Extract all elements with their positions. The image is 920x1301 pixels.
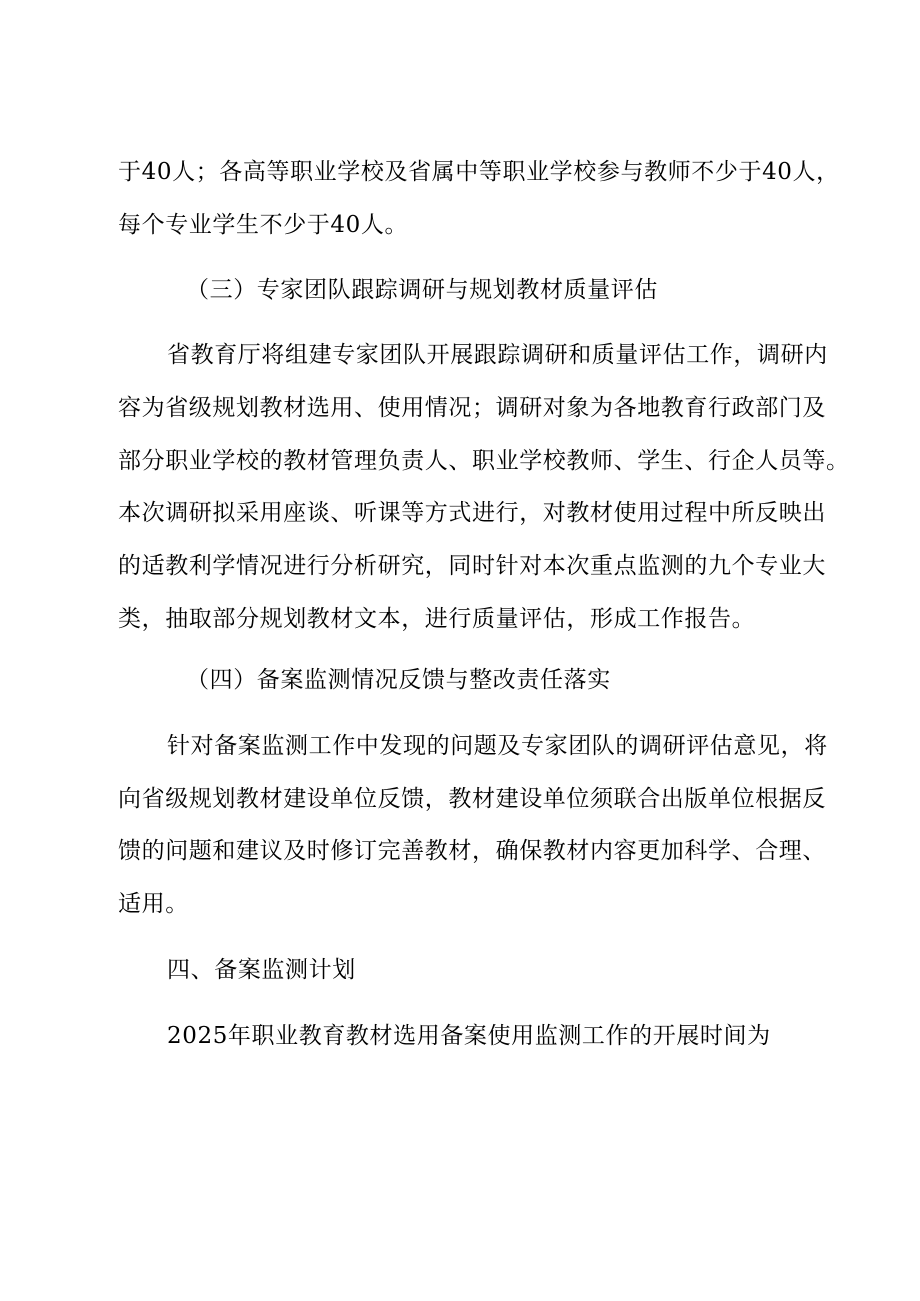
paragraph-line: 容为省级规划教材选用、使用情况；调研对象为各地教育行政部门及 — [118, 395, 826, 421]
section-heading-4: （四）备案监测情况反馈与整改责任落实 — [186, 667, 611, 693]
paragraph-line: 的适教利学情况进行分析研究，同时针对本次重点监测的九个专业大 — [118, 553, 826, 579]
paragraph-line: 本次调研拟采用座谈、听课等方式进行，对教材使用过程中所反映出 — [118, 500, 826, 526]
paragraph-line: 馈的问题和建议及时修订完善教材，确保教材内容更加科学、合理、 — [118, 838, 826, 864]
section-heading-plan: 四、备案监测计划 — [167, 957, 356, 983]
paragraph-line: 类，抽取部分规划教材文本，进行质量评估，形成工作报告。 — [118, 606, 756, 632]
paragraph-line: 向省级规划教材建设单位反馈，教材建设单位须联合出版单位根据反 — [118, 786, 826, 812]
paragraph-line: 部分职业学校的教材管理负责人、职业学校教师、学生、行企人员等。 — [118, 448, 850, 474]
section-heading-3: （三）专家团队跟踪调研与规划教材质量评估 — [186, 277, 658, 303]
paragraph-line: 2025年职业教育教材选用备案使用监测工作的开展时间为 — [167, 1023, 771, 1049]
paragraph-line: 针对备案监测工作中发现的问题及专家团队的调研评估意见，将 — [167, 733, 828, 759]
paragraph-line: 适用。 — [118, 891, 189, 917]
paragraph-line: 省教育厅将组建专家团队开展跟踪调研和质量评估工作，调研内 — [167, 342, 828, 368]
paragraph-line: 每个专业学生不少于40人。 — [118, 212, 409, 238]
paragraph-line: 于40人；各高等职业学校及省属中等职业学校参与教师不少于40人， — [118, 159, 840, 185]
